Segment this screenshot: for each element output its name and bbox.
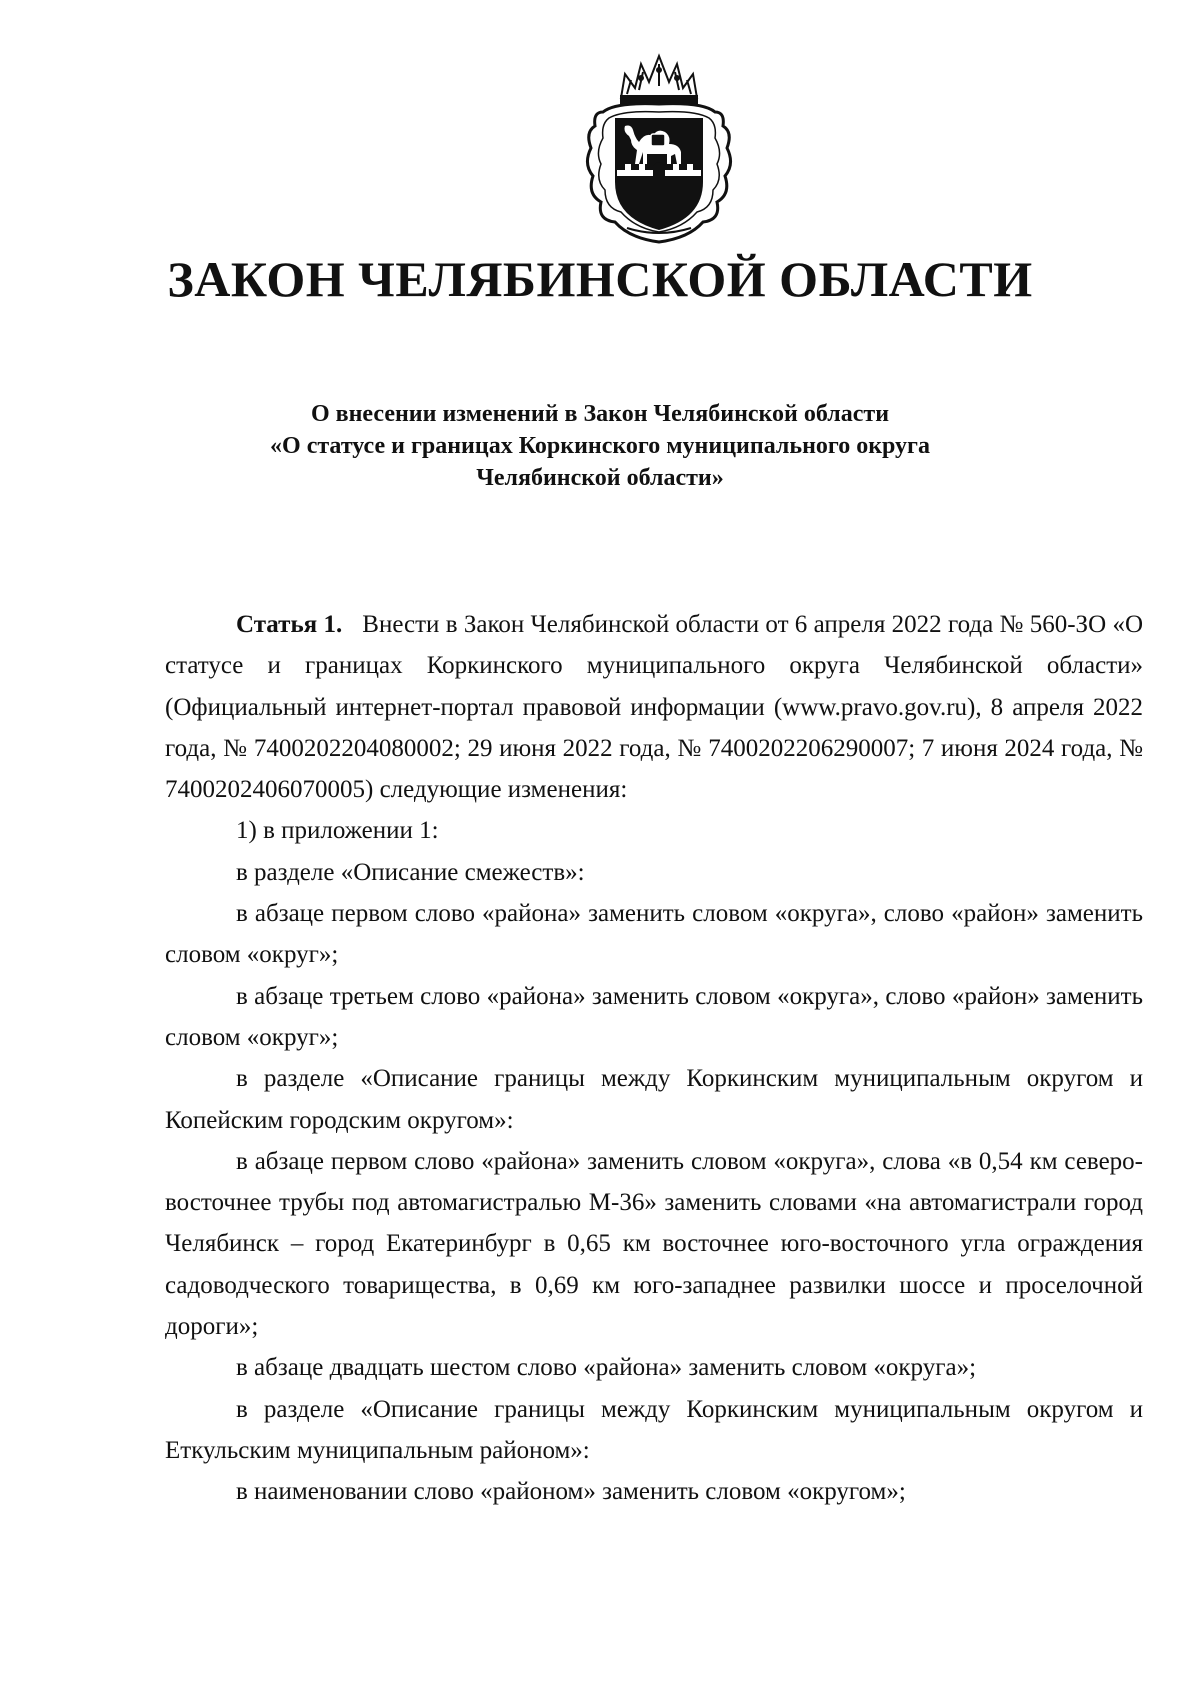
body-paragraph: 1) в приложении 1: <box>236 817 439 845</box>
body-paragraph: в абзаце первом слово «района» заменить словом «округа», слова «в 0,54 км северо-восточнее трубы под автомагистралью М-36» заменить словами «на автомагистрали город Челябинск – город Екатеринбург в 0,65 км восточнее юго-восточного угла ограждения садоводческого товарищества, в 0,69 км юго-западнее развилки шоссе и проселочной дороги»; <box>165 1147 1143 1341</box>
body-paragraph: в разделе «Описание границы между Коркинским муниципальным округом и Еткульским муниципальным районом»: <box>165 1395 1143 1464</box>
law-body <box>165 604 1143 1513</box>
body-paragraph: в абзаце третьем слово «района» заменить словом «округа», слово «район» заменить словом «округ»; <box>165 982 1143 1051</box>
law-heading: ЗАКОН ЧЕЛЯБИНСКОЙ ОБЛАСТИ <box>167 251 1033 307</box>
law-subtitle <box>0 398 1200 494</box>
article-paragraph <box>165 604 1143 810</box>
body-paragraph: в разделе «Описание смежеств»: <box>236 858 585 886</box>
article-intro: Внести в Закон Челябинской области от 6 апреля 2022 года № 560-ЗО «О статусе и границах Коркинского муниципального округа Челябинской области» (Официальный интернет-портал правовой информации (www.pravo.gov.ru), 8 апреля 2022 года, № 7400202204080002; 29 июня 2022 года, № 7400202206290007; 7 июня 2024 года, № 7400202406070005) следующие изменения: <box>165 611 1143 804</box>
subtitle-line: Челябинской области» <box>476 465 724 491</box>
body-paragraph: в разделе «Описание границы между Коркинским муниципальным округом и Копейским городским округом»: <box>165 1065 1143 1134</box>
article-label: Статья 1. <box>236 611 343 638</box>
body-paragraph: в абзаце первом слово «района» заменить словом «округа», слово «район» заменить словом «округ»; <box>165 900 1143 969</box>
subtitle-line: О внесении изменений в Закон Челябинской области <box>310 401 890 427</box>
body-paragraph: в абзаце двадцать шестом слово «района» заменить словом «округа»; <box>236 1354 977 1382</box>
coat-of-arms-icon <box>583 52 735 246</box>
body-paragraph: в наименовании слово «районом» заменить словом «округом»; <box>236 1478 906 1506</box>
subtitle-line: «О статусе и границах Коркинского муниципального округа <box>270 433 930 459</box>
